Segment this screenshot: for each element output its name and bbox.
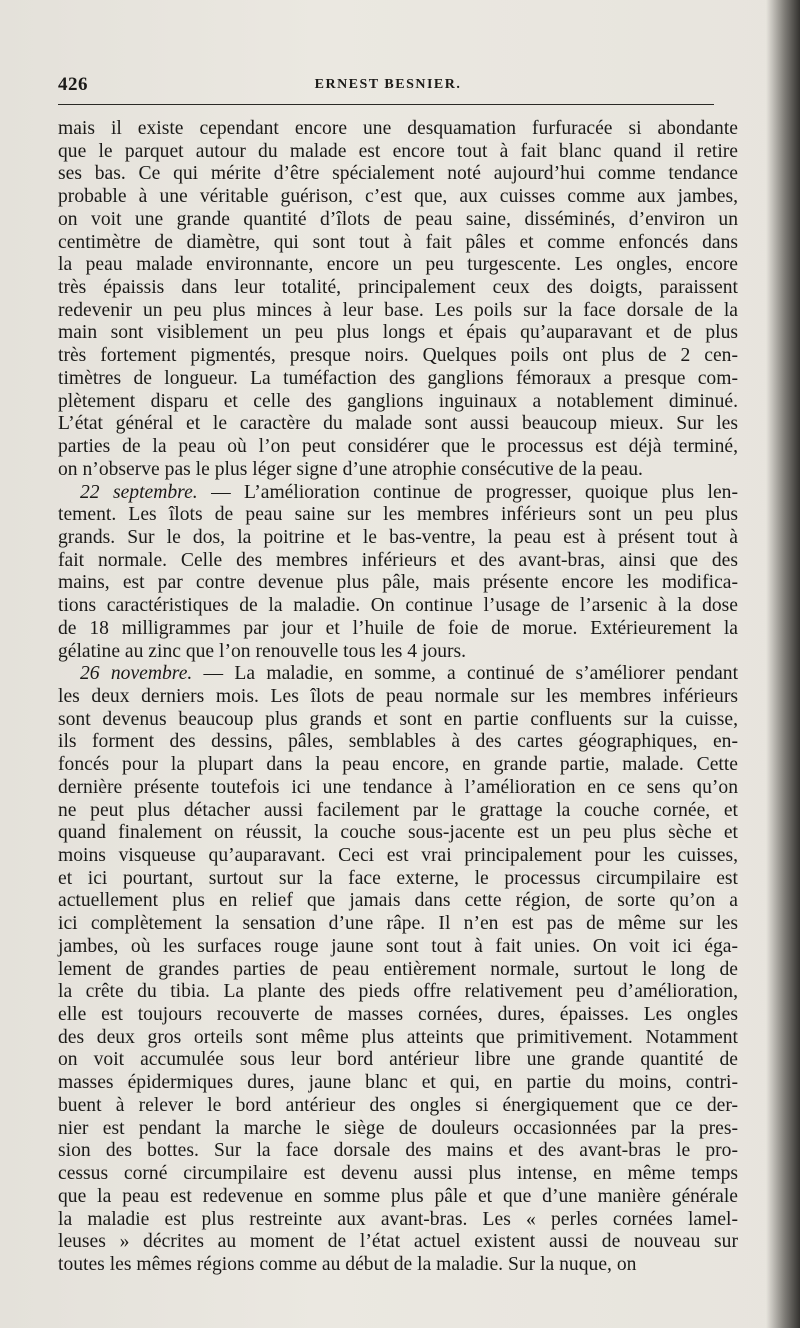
text-line bbox=[58, 868, 738, 891]
text-line bbox=[58, 1095, 738, 1118]
line-text: ici complètement la sensation d’une râpe. Il n’en est pas de même sur les bbox=[58, 913, 738, 935]
entry-date: 22 septembre. bbox=[80, 481, 198, 503]
line-text: que le parquet autour du malade est encore tout à fait blanc quand il retire bbox=[58, 140, 738, 162]
line-text: elle est toujours recouverte de masses cornées, dures, épaisses. Les ongles bbox=[58, 1004, 738, 1026]
line-text: la crête du tibia. La plante des pieds offre relativement peu d’amélioration, bbox=[58, 981, 738, 1003]
text-line bbox=[58, 413, 738, 436]
text-line bbox=[58, 1072, 738, 1095]
line-text: on voit accumulée sous leur bord antérieur libre une grande quantité de bbox=[58, 1049, 738, 1071]
text-line bbox=[58, 709, 738, 732]
text-line bbox=[58, 186, 738, 209]
text-line bbox=[58, 1186, 738, 1209]
text-line bbox=[58, 1118, 738, 1141]
line-text: quand finalement on réussit, la couche sous-jacente est un peu plus sèche et bbox=[58, 822, 738, 844]
text-line bbox=[58, 845, 738, 868]
line-text: sont devenus beaucoup plus grands et sont en partie confluents sur la cuisse, bbox=[58, 708, 738, 730]
text-line bbox=[58, 1049, 738, 1072]
line-text: que la peau est redevenue en somme plus pâle et que d’une manière générale bbox=[58, 1185, 738, 1207]
line-text: nier est pendant la marche le siège de douleurs occasionnées par la pres- bbox=[58, 1117, 738, 1139]
line-text: jambes, où les surfaces rouge jaune sont tout à fait unies. On voit ici éga- bbox=[58, 935, 738, 957]
line-text: buent à relever le bord antérieur des ongles si énergiquement que ce der- bbox=[58, 1094, 738, 1116]
line-text: fait normale. Celle des membres inférieurs et des avant-bras, ainsi que des bbox=[58, 549, 738, 571]
line-text: ils forment des dessins, pâles, semblables à des cartes géographiques, en- bbox=[58, 731, 738, 753]
line-text: et ici pourtant, surtout sur la face externe, le processus circumpilaire est bbox=[58, 867, 738, 889]
line-text: la maladie est plus restreinte aux avant-bras. Les « perles cornées lamel- bbox=[58, 1208, 738, 1230]
line-text: redevenir un peu plus minces à leur base. Les poils sur la face dorsale de la bbox=[58, 299, 738, 321]
line-text: sion des bottes. Sur la face dorsale des mains et des avant-bras le pro- bbox=[58, 1140, 738, 1162]
text-line bbox=[58, 232, 738, 255]
text-line bbox=[58, 572, 738, 595]
text-line bbox=[58, 1254, 738, 1277]
line-text: actuellement plus en relief que jamais dans cette région, de sorte qu’on a bbox=[58, 890, 738, 912]
text-line bbox=[58, 618, 738, 641]
text-line bbox=[58, 254, 738, 277]
text-line bbox=[58, 731, 738, 754]
line-text: L’état général et le caractère du malade sont aussi beaucoup mieux. Sur les bbox=[58, 413, 738, 435]
header-rule bbox=[58, 104, 714, 105]
text-line bbox=[58, 300, 738, 323]
text-line bbox=[58, 1209, 738, 1232]
line-text: tement. Les îlots de peau saine sur les membres inférieurs sont un peu plus bbox=[58, 504, 738, 526]
line-text: de 18 milligrammes par jour et l’huile de foie de morue. Extérieurement la bbox=[58, 617, 738, 639]
line-text: tions caractéristiques de la maladie. On continue l’usage de l’arsenic à la dose bbox=[58, 595, 738, 617]
line-text: parties de la peau où l’on peut considérer que le processus est déjà terminé, bbox=[58, 436, 738, 458]
line-text: très fortement pigmentés, presque noirs. Quelques poils ont plus de 2 cen- bbox=[58, 345, 738, 367]
text-line bbox=[58, 800, 738, 823]
text-line bbox=[58, 1163, 738, 1186]
line-text: leuses » décrites au moment de l’état actuel existent aussi de nouveau sur bbox=[58, 1231, 738, 1253]
page-number: 426 bbox=[58, 74, 88, 95]
line-text: mains, est par contre devenue plus pâle, mais présente encore les modifica- bbox=[58, 572, 738, 594]
text-line bbox=[58, 959, 738, 982]
text-line bbox=[58, 504, 738, 527]
text-line bbox=[58, 459, 738, 482]
text-line bbox=[58, 981, 738, 1004]
text-line bbox=[58, 1231, 738, 1254]
line-text: la peau malade environnante, encore un peu turgescente. Les ongles, encore bbox=[58, 254, 738, 276]
text-line bbox=[58, 686, 738, 709]
line-text: — L’amélioration continue de progresser, quoique plus len- bbox=[197, 481, 738, 503]
text-line bbox=[58, 527, 738, 550]
text-line bbox=[58, 595, 738, 618]
running-head: ERNEST BESNIER. bbox=[314, 77, 462, 92]
text-line bbox=[58, 550, 738, 573]
page-header bbox=[58, 74, 718, 98]
text-line bbox=[58, 1140, 738, 1163]
entry-date: 26 novembre. bbox=[80, 663, 193, 685]
line-text: ne peut plus détacher aussi facilement par le grattage la couche cornée, et bbox=[58, 799, 738, 821]
line-text: moins visqueuse qu’auparavant. Ceci est vrai principalement pour les cuisses, bbox=[58, 845, 738, 866]
text-line bbox=[58, 641, 738, 664]
text-line bbox=[58, 368, 738, 391]
line-text: cessus corné circumpilaire est devenu aussi plus intense, en même temps bbox=[58, 1163, 738, 1185]
text-line bbox=[58, 936, 738, 959]
line-text: toutes les mêmes régions comme au début de la maladie. Sur la nuque, on bbox=[58, 1253, 637, 1275]
text-line bbox=[58, 482, 738, 505]
line-text: gélatine au zinc que l’on renouvelle tous les 4 jours. bbox=[58, 640, 467, 662]
line-text: ses bas. Ce qui mérite d’être spécialement noté aujourd’hui comme tendance bbox=[58, 163, 738, 185]
text-line bbox=[58, 391, 738, 414]
text-line bbox=[58, 890, 738, 913]
text-line bbox=[58, 118, 738, 141]
text-line bbox=[58, 277, 738, 300]
text-line bbox=[58, 754, 738, 777]
text-line bbox=[58, 777, 738, 800]
text-line bbox=[58, 1027, 738, 1050]
body-text bbox=[58, 118, 738, 1277]
text-line bbox=[58, 163, 738, 186]
line-text: on n’observe pas le plus léger signe d’une atrophie consécutive de la peau. bbox=[58, 458, 643, 480]
text-line bbox=[58, 345, 738, 368]
line-text: — La maladie, en somme, a continué de s’améliorer pendant bbox=[192, 663, 739, 685]
line-text: probable à une véritable guérison, c’est que, aux cuisses comme aux jambes, bbox=[58, 186, 738, 208]
text-line bbox=[58, 436, 738, 459]
text-line bbox=[58, 322, 738, 345]
line-text: les deux derniers mois. Les îlots de peau normale sur les membres inférieurs bbox=[58, 685, 738, 707]
line-text: mais il existe cependant encore une desquamation furfuracée si abondante bbox=[58, 118, 738, 139]
line-text: foncés pour la plupart dans la peau encore, en grande partie, malade. Cette bbox=[58, 754, 738, 776]
line-text: masses épidermiques dures, jaune blanc et qui, en partie du moins, contri- bbox=[58, 1072, 738, 1094]
line-text: grands. Sur le dos, la poitrine et le bas-ventre, la peau est à présent tout à bbox=[58, 526, 738, 548]
line-text: centimètre de diamètre, qui sont tout à fait pâles et comme enfoncés dans bbox=[58, 231, 738, 253]
line-text: main sont visiblement un peu plus longs et épais qu’auparavant et de plus bbox=[58, 322, 738, 344]
text-line bbox=[58, 1004, 738, 1027]
line-text: des deux gros orteils sont même plus atteints que primitivement. Notamment bbox=[58, 1026, 738, 1048]
line-text: lement de grandes parties de peau entièrement normale, surtout le long de bbox=[58, 958, 738, 980]
page-gutter-shadow bbox=[766, 0, 800, 1328]
line-text: dernière présente toutefois ici une tendance à l’amélioration en ce sens qu’on bbox=[58, 776, 738, 798]
line-text: très épaissis dans leur totalité, principalement ceux des doigts, paraissent bbox=[58, 277, 738, 299]
line-text: timètres de longueur. La tuméfaction des ganglions fémoraux a presque com- bbox=[58, 367, 738, 389]
text-line bbox=[58, 209, 738, 232]
line-text: plètement disparu et celle des ganglions inguinaux a notablement diminué. bbox=[58, 390, 738, 412]
text-line bbox=[58, 913, 738, 936]
text-line bbox=[58, 141, 738, 164]
text-line bbox=[58, 663, 738, 686]
text-line bbox=[58, 822, 738, 845]
line-text: on voit une grande quantité d’îlots de peau saine, disséminés, d’environ un bbox=[58, 208, 738, 230]
